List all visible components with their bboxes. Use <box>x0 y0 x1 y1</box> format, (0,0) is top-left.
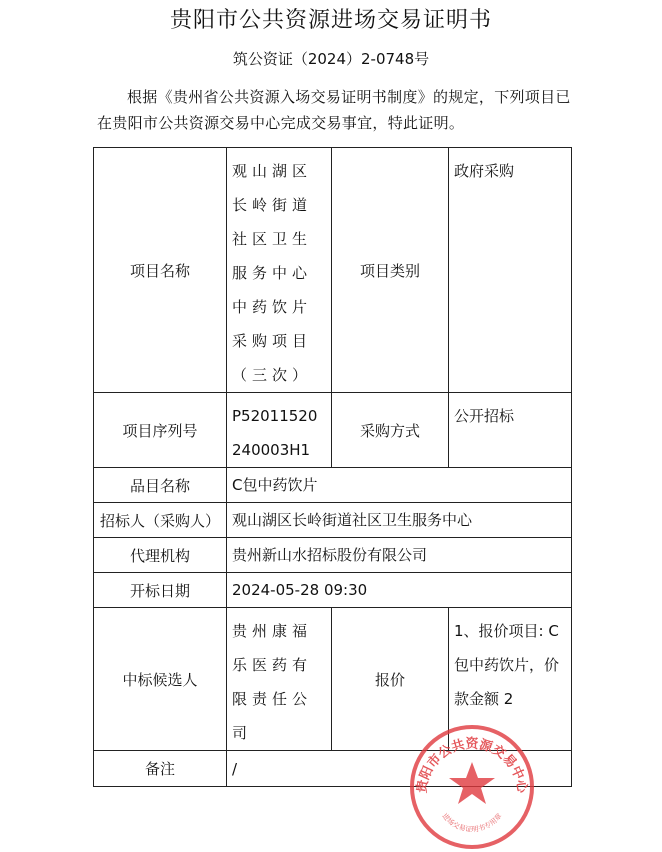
project-name-label: 项目名称 <box>94 148 227 393</box>
table-row <box>94 503 572 538</box>
method-label: 采购方式 <box>332 393 449 468</box>
table-row <box>94 573 572 608</box>
certificate-table <box>93 147 572 787</box>
open-date-label: 开标日期 <box>94 573 227 608</box>
winner-value: 贵州康福乐医药有限责任公司 <box>227 608 332 751</box>
table-row <box>94 148 572 393</box>
project-type-value: 政府采购 <box>449 148 572 393</box>
table-row <box>94 393 572 468</box>
document-number: 筑公资证（2024）2-0748号 <box>232 50 430 68</box>
buyer-value: 观山湖区长岭街道社区卫生服务中心 <box>227 503 572 538</box>
item-label: 品目名称 <box>94 468 227 503</box>
svg-text:进场交易证明书专用章 <box>440 811 503 833</box>
quote-label: 报价 <box>332 608 449 751</box>
agency-label: 代理机构 <box>94 538 227 573</box>
seal-star-icon <box>449 762 495 804</box>
seal-bottom-text: 进场交易证明书专用章 <box>440 811 504 834</box>
official-seal <box>407 722 537 852</box>
project-name-value: 观山湖区长岭街道社区卫生服务中心中药饮片采购项目（三次） <box>227 148 332 393</box>
serial-label: 项目序列号 <box>94 393 227 468</box>
method-value: 公开招标 <box>449 393 572 468</box>
remark-label: 备注 <box>94 751 227 787</box>
agency-value: 贵州新山水招标股份有限公司 <box>227 538 572 573</box>
open-date-value: 2024-05-28 09:30 <box>227 573 572 608</box>
document-title: 贵阳市公共资源进场交易证明书 <box>169 8 492 33</box>
remark-value: / <box>227 751 572 787</box>
winner-label: 中标候选人 <box>94 608 227 751</box>
table-row <box>94 468 572 503</box>
quote-value: 1、报价项目: C包中药饮片，价款金额 2 <box>449 608 572 751</box>
buyer-label: 招标人（采购人） <box>94 503 227 538</box>
item-value: C包中药饮片 <box>227 468 572 503</box>
project-type-label: 项目类别 <box>332 148 449 393</box>
table-row <box>94 538 572 573</box>
serial-value: P52011520240003H1 <box>227 393 332 468</box>
intro-paragraph: 根据《贵州省公共资源入场交易证明书制度》的规定，下列项目已在贵阳市公共资源交易中心完成交易事宜，特此证明。 <box>97 88 571 132</box>
seal-outer-text: 贵阳市公共资源交易中心 <box>414 737 530 795</box>
